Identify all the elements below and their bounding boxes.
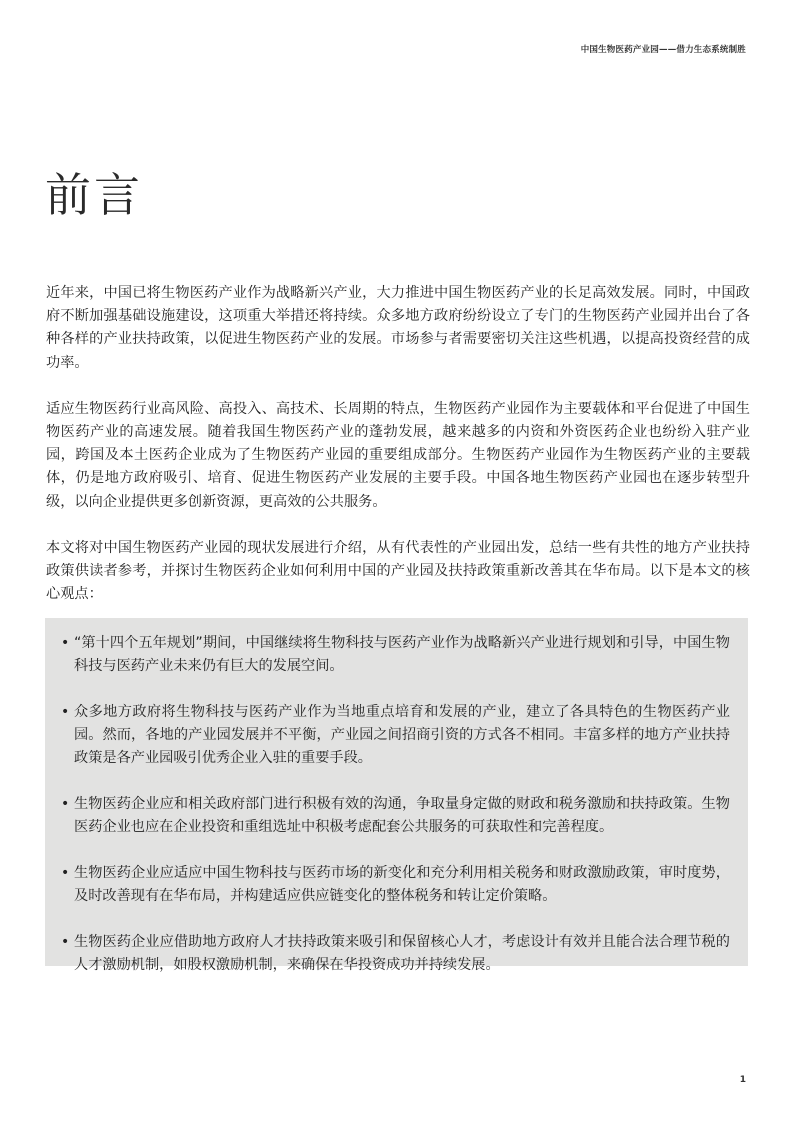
paragraph-1: 近年来，中国已将生物医药产业作为战略新兴产业，大力推进中国生物医药产业的长足高效发展。同时，中国政府不断加强基础设施建设，这项重大举措还将持续。众多地方政府纷纷设立了专门的生物医药产业园并出台了各种各样的产业扶持政策，以促进生物医药产业的发展。市场参与者需要密切关注这些机遇，以提高投资经营的成功率。 xyxy=(46,285,750,371)
paragraph-2: 适应生物医药行业高风险、高投入、高技术、长周期的特点，生物医药产业园作为主要载体和平台促进了中国生物医药产业的高速发展。随着我国生物医药产业的蓬勃发展，越来越多的内资和外资医药企业也纷纷入驻产业园，跨国及本土医药企业成为了生物医药产业园的重要组成部分。生物医药产业园作为生物医药产业的主要载体，仍是地方政府吸引、培育、促进生物医药产业发展的主要手段。中国各地生物医药产业园也在逐步转型升级，以向企业提供更多创新资源，更高效的公共服务。 xyxy=(46,400,750,510)
key-point-item xyxy=(61,862,730,908)
key-points-box xyxy=(45,618,748,973)
bullet-icon: • xyxy=(61,635,70,651)
key-points-list xyxy=(61,632,730,977)
bullet-icon: • xyxy=(61,704,70,720)
body-text xyxy=(46,282,750,629)
key-point-text: 生物医药企业应适应中国生物科技与医药市场的新变化和充分利用相关税务和财政激励政策，审时度势，及时改善现有在华布局，并构建适应供应链变化的整体税务和转让定价策略。 xyxy=(74,865,730,904)
key-point-item xyxy=(61,701,730,770)
key-point-text: 众多地方政府将生物科技与医药产业作为当地重点培育和发展的产业，建立了各具特色的生物医药产业园。然而，各地的产业园发展并不平衡，产业园之间招商引资的方式各不相同。丰富多样的地方产业扶持政策是各产业园吸引优秀企业入驻的重要手段。 xyxy=(74,704,730,766)
bullet-icon: • xyxy=(61,934,70,950)
key-point-text: 生物医药企业应借助地方政府人才扶持政策来吸引和保留核心人才，考虑设计有效并且能合法合理节税的人才激励机制，如股权激励机制，来确保在华投资成功并持续发展。 xyxy=(74,934,730,973)
bullet-icon: • xyxy=(61,865,70,881)
key-point-item xyxy=(61,793,730,839)
running-header: 中国生物医药产业园——借力生态系统制胜 xyxy=(580,45,746,55)
key-point-item xyxy=(61,931,730,977)
key-point-text: “第十四个五年规划”期间，中国继续将生物科技与医药产业作为战略新兴产业进行规划和引导，中国生物科技与医药产业未来仍有巨大的发展空间。 xyxy=(74,635,730,674)
paragraph-3: 本文将对中国生物医药产业园的现状发展进行介绍，从有代表性的产业园出发，总结一些有共性的地方产业扶持政策供读者参考，并探讨生物医药企业如何利用中国的产业园及扶持政策重新改善其在华布局。以下是本文的核心观点： xyxy=(46,539,750,603)
key-point-item xyxy=(61,632,730,678)
page-number: 1 xyxy=(739,1075,746,1085)
page-title: 前言 xyxy=(45,168,143,222)
key-point-text: 生物医药企业应和相关政府部门进行积极有效的沟通，争取量身定做的财政和税务激励和扶持政策。生物医药企业也应在企业投资和重组选址中积极考虑配套公共服务的可获取性和完善程度。 xyxy=(74,796,730,835)
bullet-icon: • xyxy=(61,796,70,812)
